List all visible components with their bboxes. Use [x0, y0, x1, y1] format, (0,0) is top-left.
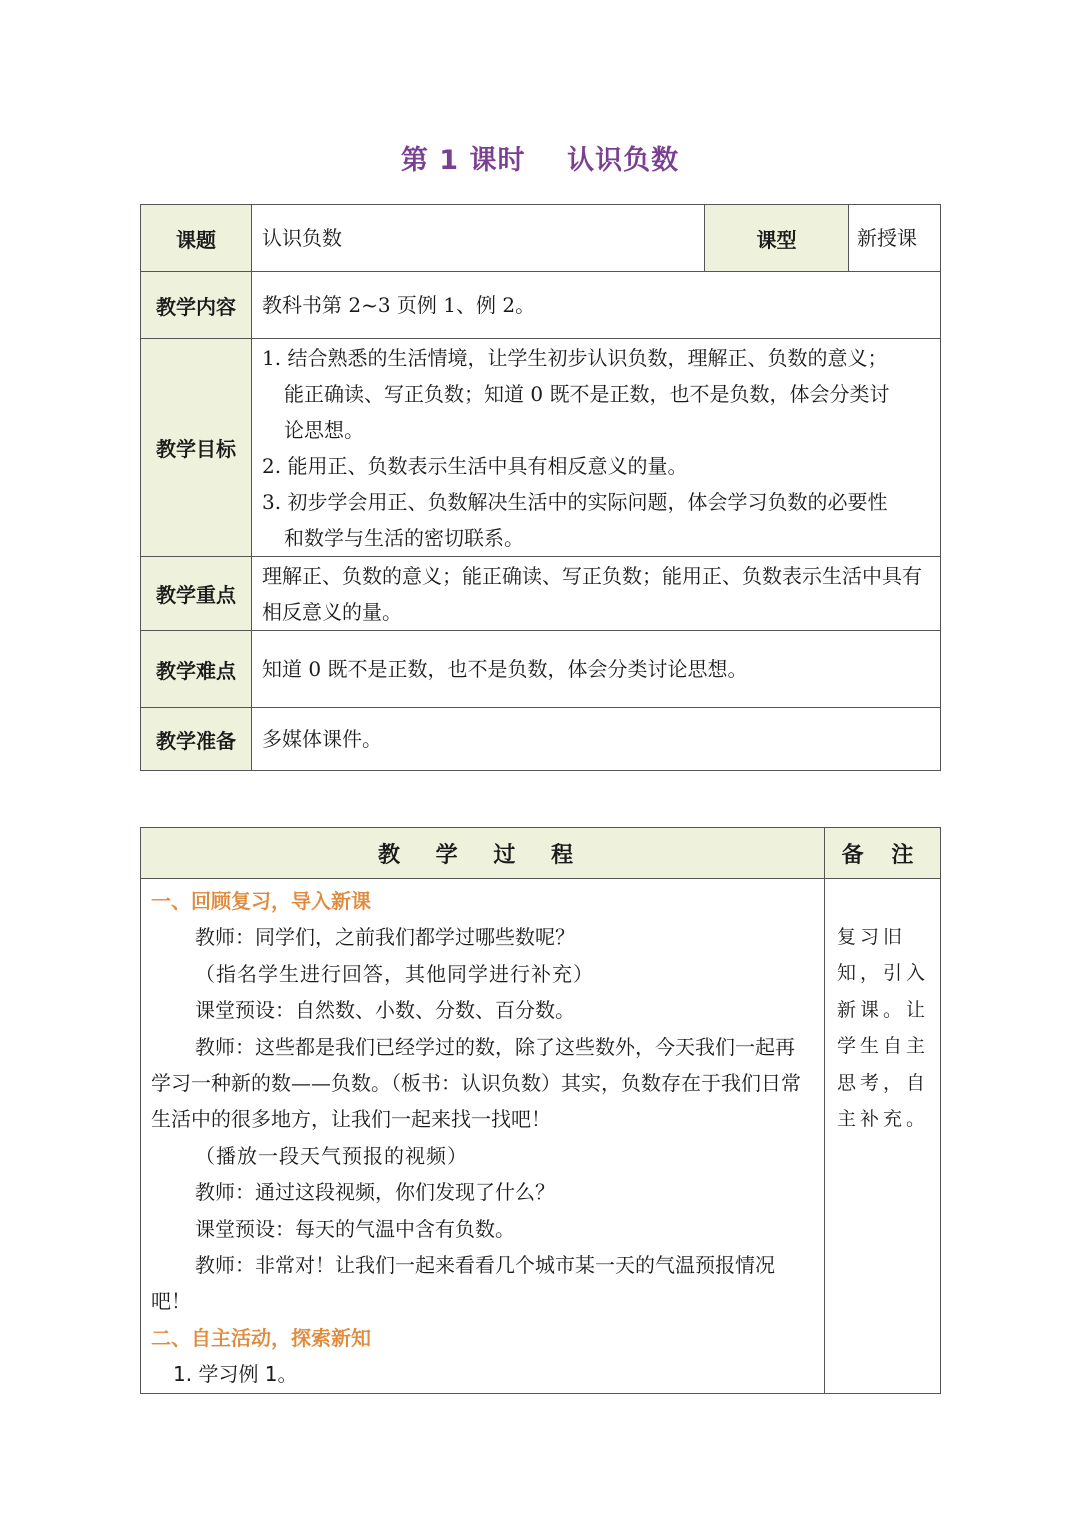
goal-line: 论思想。 — [284, 417, 364, 442]
notes-header — [825, 828, 941, 879]
process-header — [141, 828, 825, 879]
lesson-info-table — [140, 204, 941, 771]
process-line: 教师：非常对！让我们一起来看看几个城市某一天的气温预报情况吧！ — [151, 1253, 775, 1314]
goal-line: 能正确读、写正负数；知道 0 既不是正数，也不是负数，体会分类讨 — [284, 381, 890, 406]
process-header-text: 教 学 过 程 — [378, 842, 587, 868]
process-line: 教师：同学们，之前我们都学过哪些数呢？ — [195, 925, 575, 950]
goal-line: 和数学与生活的密切联系。 — [284, 525, 524, 550]
process-line: 教师：通过这段视频，你们发现了什么？ — [195, 1180, 555, 1205]
difficulty-value: 知道 0 既不是正数，也不是负数，体会分类讨论思想。 — [252, 631, 941, 708]
topic-value: 认识负数 — [252, 205, 705, 272]
goals-label: 教学目标 — [141, 339, 252, 557]
section-heading: 一、回顾复习，导入新课 — [151, 889, 371, 913]
process-body — [141, 879, 825, 1394]
key-value: 理解正、负数的意义；能正确读、写正负数；能用正、负数表示生活中具有相反意义的量。 — [252, 557, 941, 631]
key-label: 教学重点 — [141, 557, 252, 631]
prep-label: 教学准备 — [141, 708, 252, 771]
type-value: 新授课 — [849, 205, 941, 272]
process-note: 复习旧知，引入新课。让学生自主思考，自主补充。 — [825, 879, 941, 1394]
process-line: 课堂预设：每天的气温中含有负数。 — [195, 1216, 515, 1241]
section-heading: 二、自主活动，探索新知 — [151, 1325, 371, 1350]
teaching-process-table — [140, 827, 941, 1394]
subsection-heading: 1. 学习例 1。 — [173, 1362, 298, 1387]
topic-label: 课题 — [141, 205, 252, 272]
content-label: 教学内容 — [141, 272, 252, 339]
goal-line: 3. 初步学会用正、负数解决生活中的实际问题，体会学习负数的必要性 — [262, 489, 888, 514]
goals-value — [252, 339, 941, 557]
difficulty-label: 教学难点 — [141, 631, 252, 708]
process-line: （播放一段天气预报的视频） — [195, 1143, 468, 1168]
prep-value: 多媒体课件。 — [252, 708, 941, 771]
process-line: 教师：这些都是我们已经学过的数，除了这些数外，今天我们一起再学习一种新的数——负数。（板书：认识负数）其实，负数存在于我们日常生活中的很多地方，让我们一起来找一找吧！ — [151, 1034, 801, 1132]
process-line: （指名学生进行回答，其他同学进行补充） — [195, 961, 594, 986]
goal-line: 1. 结合熟悉的生活情境，让学生初步认识负数，理解正、负数的意义； — [262, 345, 888, 370]
process-line: 课堂预设：自然数、小数、分数、百分数。 — [195, 998, 575, 1023]
content-value: 教科书第 2~3 页例 1、例 2。 — [252, 272, 941, 339]
type-label: 课型 — [705, 205, 849, 272]
notes-header-text: 备 注 — [841, 842, 924, 868]
lesson-title: 第 1 课时 认识负数 — [400, 145, 680, 176]
goal-line: 2. 能用正、负数表示生活中具有相反意义的量。 — [262, 453, 688, 478]
